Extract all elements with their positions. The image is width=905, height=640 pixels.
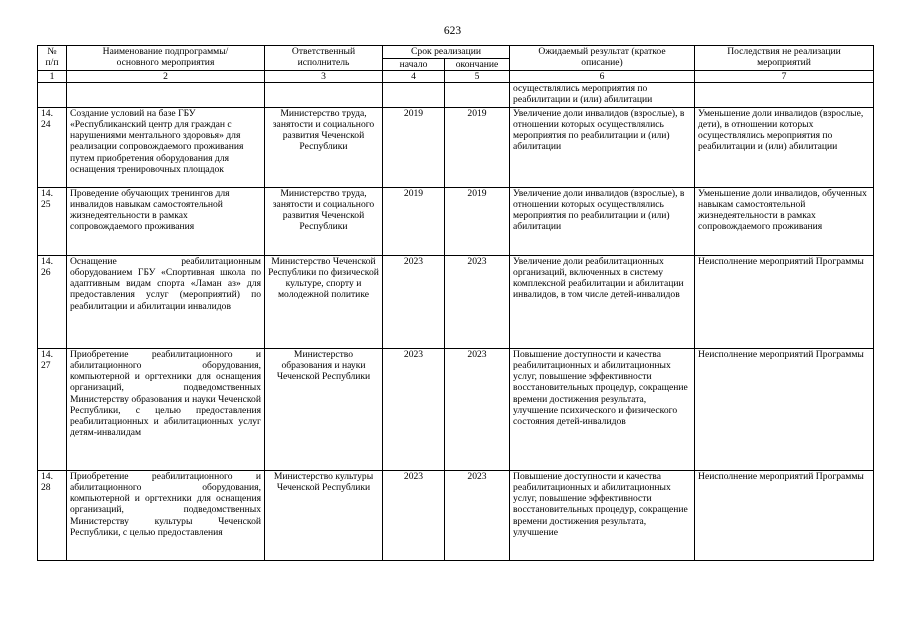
cell-executor: Министерство труда, занятости и социального развития Чеченской Республики	[265, 108, 383, 188]
cell-empty	[67, 83, 265, 108]
table-row	[38, 349, 874, 471]
header-end: окончание	[445, 59, 510, 71]
cell-num: 14. 25	[38, 188, 67, 256]
cell-num: 14. 27	[38, 349, 67, 471]
cell-end: 2023	[445, 256, 510, 349]
cell-empty	[445, 83, 510, 108]
cell-start: 2023	[383, 256, 445, 349]
cell-empty	[695, 83, 874, 108]
cell-result: осуществлялись мероприятия по реабилитации и (или) абилитации	[510, 83, 695, 108]
continuation-row	[38, 83, 874, 108]
col-number: 1	[38, 71, 67, 83]
header-executor: Ответственный исполнитель	[265, 46, 383, 71]
cell-name: Создание условий на базе ГБУ «Республиканский центр для граждан с нарушениями ментального здоровья» для реализации сопровождаемого проживания путем приобретения оборудования для оснащения тренировочных площадок	[67, 108, 265, 188]
col-number: 4	[383, 71, 445, 83]
cell-name: Оснащение реабилитационным оборудованием ГБУ «Спортивная школа по адаптивным видам спорта «Ламан аз» для предоставления услуг (мероприятий) по реабилитации и абилитации инвалидов	[67, 256, 265, 349]
table-row	[38, 471, 874, 561]
col-number: 2	[67, 71, 265, 83]
cell-name: Проведение обучающих тренингов для инвалидов навыкам самостоятельной жизнедеятельности в рамках сопровождаемого проживания	[67, 188, 265, 256]
cell-empty	[265, 83, 383, 108]
cell-executor: Министерство образования и науки Чеченской Республики	[265, 349, 383, 471]
cell-result: Повышение доступности и качества реабилитационных и абилитационных услуг, повышение эффективности восстановительных процедур, сокращение времени достижения результата, улучшение психического и физического состояния детей-инвалидов	[510, 349, 695, 471]
cell-end: 2023	[445, 471, 510, 561]
cell-executor: Министерство культуры Чеченской Республики	[265, 471, 383, 561]
cell-consequence: Уменьшение доли инвалидов, обученных навыкам самостоятельной жизнедеятельности в рамках сопровождаемого проживания	[695, 188, 874, 256]
cell-end: 2019	[445, 108, 510, 188]
col-number: 7	[695, 71, 874, 83]
cell-name: Приобретение реабилитационного и абилитационного оборудования, компьютерной и оргтехники для оснащения организаций, подведомственных Министерству культуры Чеченской Республики, с целью предоставления	[67, 471, 265, 561]
cell-num: 14. 26	[38, 256, 67, 349]
cell-executor: Министерство Чеченской Республики по физической культуре, спорту и молодежной политике	[265, 256, 383, 349]
cell-result: Повышение доступности и качества реабилитационных и абилитационных услуг, повышение эффективности восстановительных процедур, сокращение времени достижения результата, улучшение	[510, 471, 695, 561]
cell-result: Увеличение доли инвалидов (взрослые), в отношении которых осуществлялись мероприятия по реабилитации и (или) абилитации	[510, 108, 695, 188]
header-period: Срок реализации	[383, 46, 510, 59]
cell-name: Приобретение реабилитационного и абилитационного оборудования, компьютерной и оргтехники для оснащения организаций, подведомственных Министерству образования и науки Чеченской Республики, с целью предоставления реабилитационных и абилитационных услуг детям-инвалидам	[67, 349, 265, 471]
header-name: Наименование подпрограммы/ основного мероприятия	[67, 46, 265, 71]
table-row	[38, 108, 874, 188]
cell-consequence: Неисполнение мероприятий Программы	[695, 471, 874, 561]
cell-end: 2019	[445, 188, 510, 256]
header-result: Ожидаемый результат (краткое описание)	[510, 46, 695, 71]
cell-consequence: Неисполнение мероприятий Программы	[695, 256, 874, 349]
col-number: 5	[445, 71, 510, 83]
header-start: начало	[383, 59, 445, 71]
table-row	[38, 256, 874, 349]
cell-empty	[38, 83, 67, 108]
cell-result: Увеличение доли реабилитационных организаций, включенных в систему комплексной реабилитации и абилитации инвалидов, в том числе детей-инвалидов	[510, 256, 695, 349]
col-number: 6	[510, 71, 695, 83]
cell-consequence: Неисполнение мероприятий Программы	[695, 349, 874, 471]
cell-empty	[383, 83, 445, 108]
cell-start: 2019	[383, 108, 445, 188]
cell-num: 14. 28	[38, 471, 67, 561]
header-num: № п/п	[38, 46, 67, 71]
table-row	[38, 188, 874, 256]
cell-start: 2023	[383, 471, 445, 561]
header-row-top	[38, 46, 874, 59]
header-consequence: Последствия не реализации мероприятий	[695, 46, 874, 71]
cell-start: 2019	[383, 188, 445, 256]
cell-result: Увеличение доли инвалидов (взрослые), в отношении которых осуществлялись мероприятия по реабилитации и (или) абилитации	[510, 188, 695, 256]
page-number: 623	[443, 25, 462, 37]
cell-start: 2023	[383, 349, 445, 471]
cell-num: 14. 24	[38, 108, 67, 188]
cell-executor: Министерство труда, занятости и социального развития Чеченской Республики	[265, 188, 383, 256]
cell-end: 2023	[445, 349, 510, 471]
column-numbers-row	[38, 71, 874, 83]
cell-consequence: Уменьшение доли инвалидов (взрослые, дети), в отношении которых осуществлялись мероприятия по реабилитации и (или) абилитации	[695, 108, 874, 188]
col-number: 3	[265, 71, 383, 83]
measures-table	[37, 45, 874, 561]
